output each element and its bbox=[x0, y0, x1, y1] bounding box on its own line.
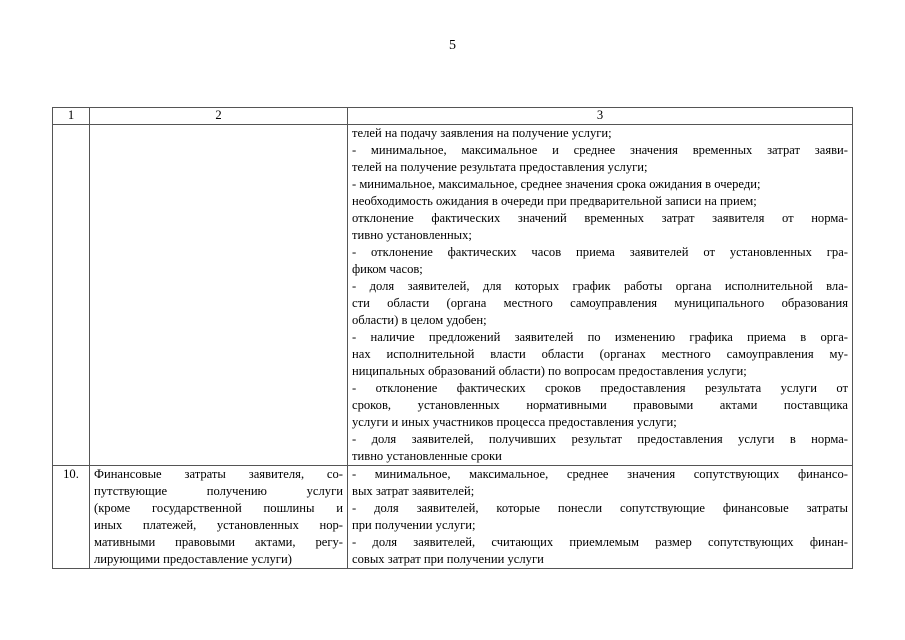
header-col-2: 2 bbox=[90, 108, 348, 125]
indicator-name bbox=[90, 125, 348, 466]
cell-line: - минимальное, максимальное, среднее значения сопутствующих финансо- bbox=[352, 467, 848, 481]
table-row bbox=[53, 466, 853, 569]
table-header-row bbox=[53, 108, 853, 125]
cell-line: фиком часов; bbox=[352, 262, 423, 276]
indicator-name bbox=[90, 466, 348, 569]
cell-line: - доля заявителей, которые понесли сопутствующие финансовые затраты bbox=[352, 501, 848, 515]
cell-line: сроков, установленных нормативными правовыми актами поставщика bbox=[352, 398, 848, 412]
cell-line: - наличие предложений заявителей по изменению графика приема в орга- bbox=[352, 330, 848, 344]
row-number: 10. bbox=[53, 466, 90, 569]
header-col-1: 1 bbox=[53, 108, 90, 125]
cell-line: (кроме государственной пошлины и bbox=[94, 501, 343, 515]
cell-line: при получении услуги; bbox=[352, 518, 476, 532]
cell-line: ниципальных образований области) по вопросам предоставления услуги; bbox=[352, 364, 747, 378]
cell-line: иных платежей, установленных нор- bbox=[94, 518, 343, 532]
cell-line: нах исполнительной власти области (органах местного самоуправления му- bbox=[352, 347, 848, 361]
cell-line: мативными правовыми актами, регу- bbox=[94, 535, 343, 549]
row-number bbox=[53, 125, 90, 466]
cell-line: путствующие получению услуги bbox=[94, 484, 343, 498]
cell-line: - минимальное, максимальное, среднее значения срока ожидания в очереди; bbox=[352, 177, 761, 191]
cell-line: - доля заявителей, получивших результат предоставления услуги в норма- bbox=[352, 432, 848, 446]
header-col-3: 3 bbox=[348, 108, 853, 125]
cell-line: области) в целом удобен; bbox=[352, 313, 487, 327]
cell-line: Финансовые затраты заявителя, со- bbox=[94, 467, 343, 481]
cell-line: тивно установленных; bbox=[352, 228, 472, 242]
cell-line: необходимость ожидания в очереди при предварительной записи на прием; bbox=[352, 194, 757, 208]
indicator-values bbox=[348, 125, 853, 466]
indicators-table bbox=[52, 107, 853, 569]
page-number: 5 bbox=[449, 38, 456, 53]
cell-line: - доля заявителей, для которых график работы органа исполнительной вла- bbox=[352, 279, 848, 293]
indicator-values bbox=[348, 466, 853, 569]
table-row bbox=[53, 125, 853, 466]
cell-line: совых затрат при получении услуги bbox=[352, 552, 544, 566]
cell-line: - минимальное, максимальное и среднее значения временных затрат заяви- bbox=[352, 143, 848, 157]
cell-line: - отклонение фактических сроков предоставления результата услуги от bbox=[352, 381, 848, 395]
cell-line: - отклонение фактических часов приема заявителей от установленных гра- bbox=[352, 245, 848, 259]
cell-line: лирующими предоставление услуги) bbox=[94, 552, 292, 566]
cell-line: - доля заявителей, считающих приемлемым размер сопутствующих финан- bbox=[352, 535, 848, 549]
cell-line: тивно установленные сроки bbox=[352, 449, 502, 463]
cell-line: телей на подачу заявления на получение услуги; bbox=[352, 126, 612, 140]
cell-line: телей на получение результата предоставления услуги; bbox=[352, 160, 648, 174]
cell-line: услуги и иных участников процесса предоставления услуги; bbox=[352, 415, 677, 429]
cell-line: отклонение фактических значений временных затрат заявителя от норма- bbox=[352, 211, 848, 225]
cell-line: сти области (органа местного самоуправления муниципального образования bbox=[352, 296, 848, 310]
cell-line: вых затрат заявителей; bbox=[352, 484, 475, 498]
